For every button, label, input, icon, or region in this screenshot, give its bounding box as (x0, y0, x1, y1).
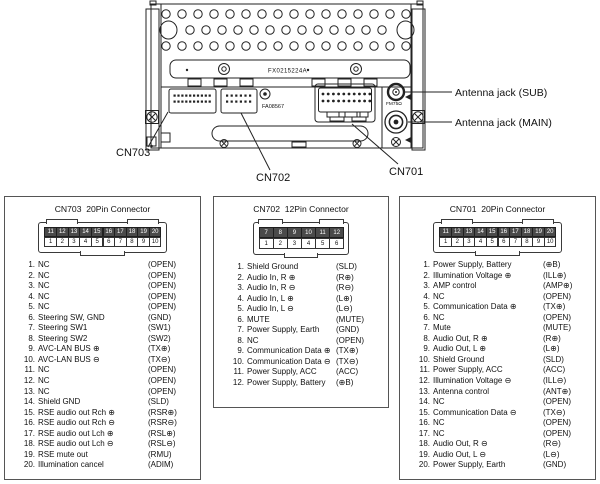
pin-cell: 13 (463, 227, 476, 237)
pin-cell: 14 (79, 227, 92, 237)
panel-title: CN702 12Pin Connector (253, 204, 349, 214)
unit-code-mid: FA08567 (262, 104, 285, 110)
pin-list (408, 260, 591, 471)
pin-cell: 16 (498, 227, 511, 237)
pin-cell: 20 (149, 227, 162, 237)
pin-cell: 13 (68, 227, 81, 237)
left-bracket (146, 9, 159, 150)
pin-row: 12. NC (OPEN) (23, 376, 176, 386)
cn702-connector (221, 89, 257, 113)
pin-cell: 8 (521, 237, 534, 247)
pin-cell: 12 (56, 227, 69, 237)
cn701-label: CN701 (389, 166, 424, 178)
cn703-connector-diagram (38, 222, 166, 253)
pin-cell: 2 (56, 237, 69, 247)
cn702-label: CN702 (256, 172, 291, 184)
pin-row: 2. Illumination Voltage ⊕ (ILL⊕) (423, 270, 567, 280)
pin-row: 5. Audio In, L ⊖ (L⊖) (237, 304, 353, 314)
pin-row: 15. Communication Data ⊖ (TX⊖) (418, 407, 566, 417)
pin-cell: 1 (439, 237, 452, 247)
pin-cell: 18 (126, 227, 139, 237)
cn701-connector-diagram (433, 222, 561, 253)
cn702-connector-diagram (253, 222, 350, 255)
cn701-connector (315, 84, 375, 122)
pin-cell: 17 (509, 227, 522, 237)
antenna-jack-main-icon (385, 111, 407, 133)
pin-cell: 1 (44, 237, 57, 247)
pin-row: 9. Communication Data ⊕ (TX⊕) (237, 346, 359, 356)
pin-row: 2. Audio In, R ⊕ (R⊕) (237, 272, 354, 282)
pin-cell: 10 (544, 237, 557, 247)
pin-row: 8. Steering SW2 (SW2) (28, 333, 171, 343)
pin-cell: 1 (259, 238, 274, 249)
pin-row: 18. Audio Out, R ⊖ (R⊖) (418, 439, 561, 449)
pin-cell: 2 (273, 238, 288, 249)
pin-row-bottom (259, 238, 344, 249)
vent-holes (160, 10, 414, 50)
pin-cell: 16 (103, 227, 116, 237)
pin-row: 11. Power Supply, ACC (ACC) (233, 367, 359, 377)
pin-cell: 5 (486, 237, 499, 247)
pin-row: 5. NC (OPEN) (28, 302, 176, 312)
pin-row: 10. AVC-LAN BUS ⊖ (TX⊖) (23, 354, 171, 364)
pin-cell: 18 (521, 227, 534, 237)
pin-cell: 11 (439, 227, 452, 237)
screw-icon (219, 64, 230, 75)
pin-cell: 6 (103, 237, 116, 247)
pin-row-top (44, 227, 160, 237)
cn701-pinout-panel (399, 196, 596, 480)
pin-row: 13. NC (OPEN) (23, 386, 176, 396)
pin-row: 12. Power Supply, Battery (⊕B) (232, 378, 354, 388)
pin-cell: 4 (79, 237, 92, 247)
pin-row: 13. Antenna control (ANT⊕) (418, 386, 572, 396)
pin-cell: 9 (532, 237, 545, 247)
pin-cell: 10 (301, 227, 316, 238)
cn702-pinout-panel (213, 196, 389, 408)
pin-row: 3. AMP control (AMP⊕) (423, 281, 573, 291)
pin-cell: 17 (114, 227, 127, 237)
pin-row: 11. Power Supply, ACC (ACC) (419, 365, 566, 375)
pin-cell: 7 (509, 237, 522, 247)
pin-row: 19. Audio Out, L ⊖ (L⊖) (418, 449, 560, 459)
pin-cell: 8 (126, 237, 139, 247)
pin-cell: 6 (329, 238, 344, 249)
pin-row: 1. Shield Ground (SLD) (237, 262, 357, 271)
pin-row: 7. Mute (MUTE) (423, 323, 571, 333)
pin-cell: 12 (329, 227, 344, 238)
pin-row: 8. NC (OPEN) (237, 335, 364, 345)
cn703-connector (169, 89, 216, 113)
pin-row: 14. Shield GND (SLD) (23, 397, 169, 407)
pin-cell: 12 (451, 227, 464, 237)
pin-cell: 7 (259, 227, 274, 238)
pin-list (222, 262, 384, 389)
pin-row: 16. RSE audio out Rch ⊖ (RSR⊖) (23, 418, 177, 428)
pin-row: 8. Audio Out, R ⊕ (R⊕) (423, 333, 561, 343)
antenna-jack-sub-icon (388, 84, 404, 100)
pin-row: 17. NC (OPEN) (418, 428, 571, 438)
pin-row: 1. NC (OPEN) (28, 260, 176, 269)
pin-row-top (259, 227, 344, 238)
pin-row: 20. Power Supply, Earth (GND) (418, 460, 567, 470)
pin-cell: 5 (91, 237, 104, 247)
pin-row: 11. NC (OPEN) (24, 365, 176, 375)
pin-row: 10. Communication Data ⊖ (TX⊖) (232, 356, 359, 366)
screw-icon (146, 111, 159, 124)
pin-row: 6. Steering SW, GND (GND) (28, 312, 172, 322)
pin-cell: 11 (315, 227, 330, 238)
pin-list (13, 260, 196, 471)
antenna-main-label: Antenna jack (MAIN) (455, 117, 552, 129)
pin-row: 16. NC (OPEN) (418, 418, 571, 428)
screw-icon (351, 64, 362, 75)
pin-row: 6. NC (OPEN) (423, 312, 571, 322)
pin-cell: 19 (137, 227, 150, 237)
screw-icon (392, 138, 401, 147)
fm-impedance-label: FM75Ω (386, 102, 402, 107)
pin-cell: 8 (273, 227, 288, 238)
pin-cell: 20 (544, 227, 557, 237)
pin-cell: 3 (68, 237, 81, 247)
head-unit-rear-diagram (0, 0, 600, 194)
pin-cell: 10 (149, 237, 162, 247)
pin-row-bottom (44, 237, 160, 247)
pin-cell: 19 (532, 227, 545, 237)
bottom-slot (212, 126, 368, 141)
pin-row: 10. Shield Ground (SLD) (418, 354, 564, 364)
pin-row: 2. NC (OPEN) (28, 270, 176, 280)
cn703-label: CN703 (116, 147, 151, 159)
pin-cell: 3 (287, 238, 302, 249)
pin-row: 4. NC (OPEN) (423, 291, 571, 301)
pin-cell: 11 (44, 227, 57, 237)
antenna-sub-label: Antenna jack (SUB) (455, 87, 548, 99)
pin-row: 4. Audio In, L ⊕ (L⊕) (237, 293, 353, 303)
pin-cell: 14 (474, 227, 487, 237)
pin-row: 14. NC (OPEN) (418, 397, 571, 407)
pin-cell: 15 (91, 227, 104, 237)
pin-cell: 5 (315, 238, 330, 249)
unit-code-top: FX0215224A (268, 68, 308, 75)
pin-cell: 7 (114, 237, 127, 247)
pin-row: 9. AVC-LAN BUS ⊕ (TX⊕) (28, 344, 171, 354)
pin-cell: 4 (301, 238, 316, 249)
pin-row: 12. Illumination Voltage ⊖ (ILL⊖) (418, 376, 567, 386)
pin-cell: 2 (451, 237, 464, 247)
cn701-leader-line (352, 124, 398, 164)
pin-row: 9. Audio Out, L ⊕ (L⊕) (423, 344, 560, 354)
pin-row: 18. RSE audio out Lch ⊖ (RSL⊖) (23, 439, 176, 449)
panel-title: CN703 20Pin Connector (54, 204, 151, 214)
panel-title: CN701 20Pin Connector (449, 204, 546, 214)
pin-row: 5. Communication Data ⊕ (TX⊕) (423, 302, 566, 312)
pin-row-bottom (439, 237, 555, 247)
pin-cell: 6 (498, 237, 511, 247)
cn703-pinout-panel (4, 196, 201, 480)
pin-cell: 4 (474, 237, 487, 247)
pin-row: 17. RSE audio out Lch ⊕ (RSL⊕) (23, 428, 176, 438)
pin-row: 7. Steering SW1 (SW1) (28, 323, 171, 333)
pin-row: 6. MUTE (MUTE) (237, 314, 364, 324)
pin-row: 3. Audio In, R ⊖ (R⊖) (237, 283, 354, 293)
pin-row: 7. Power Supply, Earth (GND) (237, 325, 360, 335)
pin-cell: 15 (486, 227, 499, 237)
pin-row: 4. NC (OPEN) (28, 291, 176, 301)
pin-cell: 9 (137, 237, 150, 247)
pin-row: 1. Power Supply, Battery (⊕B) (423, 260, 561, 269)
pin-row-top (439, 227, 555, 237)
pin-row: 3. NC (OPEN) (28, 281, 176, 291)
pin-row: 20. Illumination cancel (ADIM) (23, 460, 174, 470)
pin-cell: 9 (287, 227, 302, 238)
pin-cell: 3 (463, 237, 476, 247)
pin-row: 15. RSE audio out Rch ⊕ (RSR⊕) (23, 407, 177, 417)
pin-row: 19. RSE mute out (RMU) (23, 449, 172, 459)
